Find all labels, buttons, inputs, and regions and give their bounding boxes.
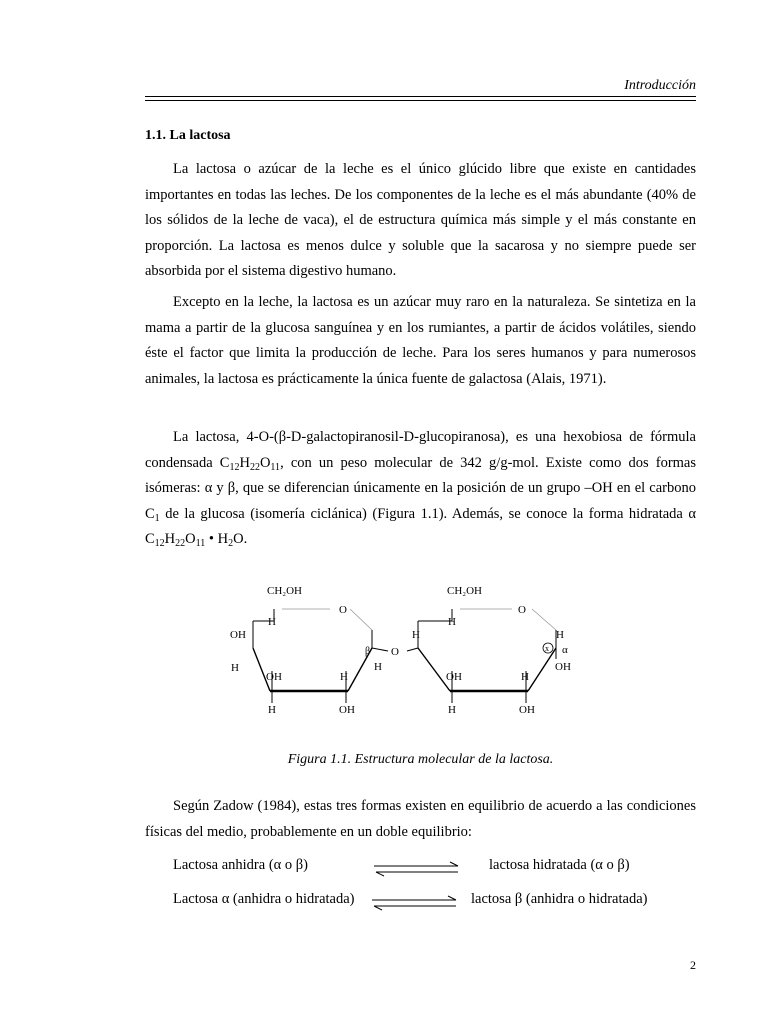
label-h-c1-right: H [556, 629, 564, 641]
p3-text-4: , con un peso molecular de 342 g/g-mol. Existe como dos formas isómeras: α y β, que se diferencian únicamente en la posición de un grupo –OH en el carbono C [145, 454, 697, 522]
label-oh-c4-left: OH [230, 629, 246, 641]
label-oh-c3-left: OH [266, 671, 282, 683]
p3-sub-3: 11 [270, 461, 281, 473]
label-ch2oh-left: CH₂OH [267, 585, 303, 597]
p3-text-9: O. [233, 531, 248, 547]
paragraph-3 [145, 425, 696, 553]
label-h-c4-left: H [231, 662, 239, 674]
equilibrium-1-right: lactosa hidratada (α o β) [489, 857, 630, 873]
paragraph-2: Excepto en la leche, la lactosa es un azúcar muy raro en la naturaleza. Se sintetiza en la mama a partir de la glucosa sanguínea y en los rumiantes, a partir de ácidos volátiles, siendo éste el factor que limita la producción de leche. Para los seres humanos y para numerosos animales, la lactosa es prácticamente la única fuente de galactosa (Alais, 1971). [145, 294, 696, 387]
page-number: 2 [690, 958, 696, 972]
p3-sub-2: 22 [249, 461, 260, 473]
label-h-c3-right: H [448, 704, 456, 716]
label-oh-c2-right: OH [519, 704, 535, 716]
figure-caption: Figura 1.1. Estructura molecular de la lactosa. [287, 752, 554, 767]
equilibrium-2-left: Lactosa α (anhidra o hidratada) [173, 891, 355, 907]
label-oh-c1-right: OH [555, 661, 571, 673]
label-h-c5-right: H [448, 616, 456, 628]
label-h-c1-left: H [374, 661, 382, 673]
header-rule-thin [145, 100, 696, 101]
label-oh-c2-left: OH [339, 704, 355, 716]
p3-text-8: • H [205, 531, 229, 547]
label-beta: β [365, 646, 371, 657]
label-x-mark: x [545, 644, 549, 653]
label-o-bridge: O [391, 646, 399, 658]
label-h-c3-left: H [268, 704, 276, 716]
equilibrium-2-arrow [370, 894, 460, 912]
label-h-c2-right: H [521, 671, 529, 683]
p3-sub-8: 2 [228, 538, 234, 549]
lactose-structure-figure [0, 575, 768, 725]
equilibrium-1-left: Lactosa anhidra (α o β) [173, 857, 308, 873]
header-rule-thick [145, 96, 696, 97]
p3-text-5: de la glucosa (isomería ciclánica) (Figura 1.1). Además, se conoce la forma hidratada α C [145, 505, 696, 547]
label-alpha: α [562, 644, 568, 656]
label-ring-o-left: O [339, 604, 347, 616]
p3-text-2: H [239, 454, 250, 471]
p3-sub-7: 11 [195, 538, 206, 549]
label-h-c4-right: H [412, 629, 420, 641]
p3-text-1: La lactosa, 4-O-(β-D-galactopiranosil-D-glucopiranosa), es una hexobiosa de fórmula condensada C [145, 429, 696, 471]
p3-sub-1: 12 [229, 461, 240, 473]
running-header: Introducción [624, 78, 696, 93]
p3-sub-5: 12 [154, 538, 165, 549]
equilibrium-2-right: lactosa β (anhidra o hidratada) [471, 891, 648, 907]
section-heading: 1.1. La lactosa [145, 128, 231, 143]
p3-text-7: O [185, 531, 196, 547]
label-oh-c3-right: OH [446, 671, 462, 683]
label-h-c2-left: H [340, 671, 348, 683]
label-h-c5-left: H [268, 616, 276, 628]
p3-sub-6: 22 [175, 538, 186, 549]
paragraph-4: Según Zadow (1984), estas tres formas existen en equilibrio de acuerdo a las condiciones físicas del medio, probablemente en un doble equilibrio: [145, 798, 696, 840]
p3-text-6: H [164, 531, 176, 547]
label-ring-o-right: O [518, 604, 526, 616]
label-ch2oh-right: CH₂OH [447, 585, 483, 597]
p3-sub-4: 1 [154, 512, 160, 524]
p3-text-3: O [259, 454, 271, 471]
paragraph-1: La lactosa o azúcar de la leche es el único glúcido libre que existe en cantidades importantes en todas las leches. De los componentes de la leche es el más abundante (40% de los sólidos de la leche de vaca), el de estructura química más simple y el más constante en proporción. La lactosa es menos dulce y soluble que la sacarosa y no siempre puede ser absorbida por el sistema digestivo humano. [145, 161, 696, 279]
equilibrium-1-arrow [372, 860, 462, 878]
